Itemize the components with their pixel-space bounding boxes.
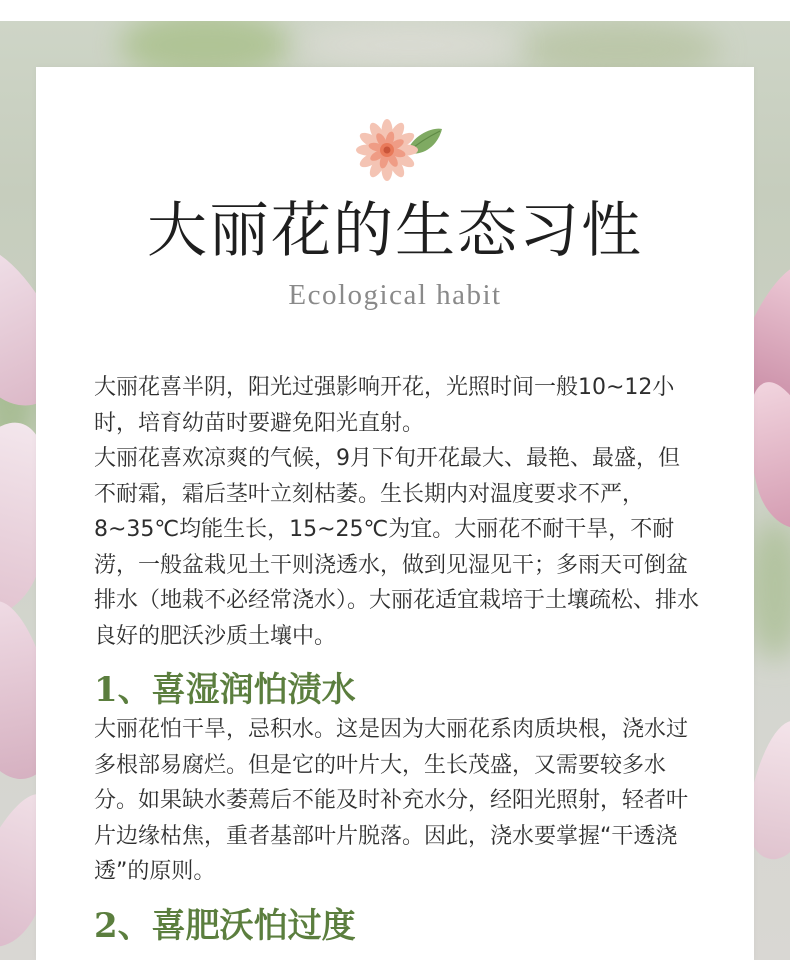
top-white-strip — [0, 0, 790, 21]
section-heading: 2、喜肥沃怕过度 — [94, 905, 356, 946]
dahlia-flower-icon — [354, 115, 446, 185]
article-body — [94, 370, 699, 948]
blurred-background — [300, 25, 520, 65]
content-card — [36, 67, 754, 960]
page-subtitle: Ecological habit — [288, 279, 502, 311]
intro-paragraph: 大丽花喜欢凉爽的气候，9月下旬开花最大、最艳、最盛，但不耐霜，霜后茎叶立刻枯萎。生长期内对温度要求不严，8~35℃均能生长，15~25℃为宜。大丽花不耐干旱，不耐涝，一般盆栽见土干则浇透水，做到见湿见干；多雨天可倒盆排水（地栽不必经常浇水）。大丽花适宜栽培于土壤疏松、排水良好的肥沃沙质土壤中。 — [94, 446, 700, 649]
section-body: 大丽花怕干旱，忌积水。这是因为大丽花系肉质块根，浇水过多根部易腐烂。但是它的叶片大，生长茂盛，又需要较多水分。如果缺水萎蔫后不能及时补充水分，经阳光照射，轻者叶片边缘枯焦，重者基部叶片脱落。因此，浇水要掌握“干透浇透”的原则。 — [94, 717, 689, 884]
page-title: 大丽花的生态习性 — [147, 196, 643, 266]
section-heading: 1、喜湿润怕渍水 — [94, 670, 356, 710]
intro-paragraph: 大丽花喜半阴，阳光过强影响开花，光照时间一般10~12小时，培育幼苗时要避免阳光直射。 — [94, 375, 675, 436]
